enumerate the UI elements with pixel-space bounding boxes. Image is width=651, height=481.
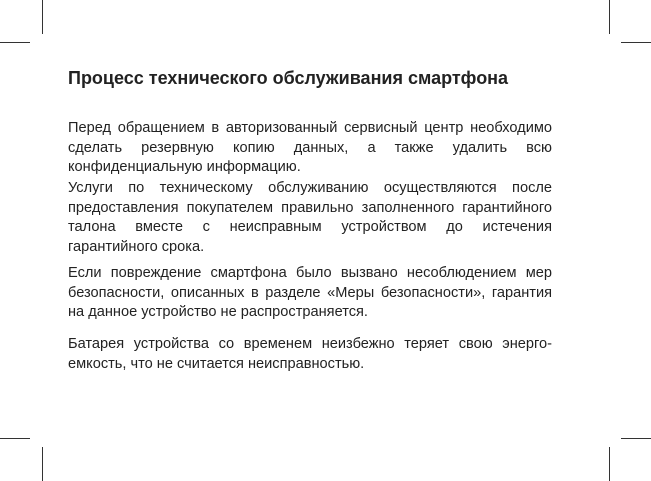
crop-mark-top-right-horizontal [621,42,651,43]
crop-mark-bottom-left-vertical [42,447,43,481]
paragraph-backup: Перед обращением в авторизованный сервисный центр необходимо сделать резервную копию данных, а также удалить всю конфиденциальную информацию. [68,120,552,175]
paragraph-service-conditions: Услуги по техническому обслуживанию осуществляются после предоставления покупателем правильно заполненного гарантийного талона вместе с неисправным устройством до истечения гарантийного срока. [68,180,552,255]
crop-mark-top-left-vertical [42,0,43,34]
paragraph-safety-warranty: Если повреждение смартфона было вызвано несоблюдением мер безопасности, описанных в разделе «Меры безопасности», гарантия на данное устройство не распространяется. [68,265,552,320]
crop-mark-bottom-right-horizontal [621,438,651,439]
crop-mark-top-left-horizontal [0,42,30,43]
crop-mark-top-right-vertical [609,0,610,34]
page-title: Процесс технического обслуживания смартфона [68,68,509,88]
crop-mark-bottom-left-horizontal [0,438,30,439]
paragraph-battery: Батарея устройства со временем неизбежно теряет свою энергоемкость, что не считается неисправностью. [68,336,552,372]
crop-mark-bottom-right-vertical [609,447,610,481]
